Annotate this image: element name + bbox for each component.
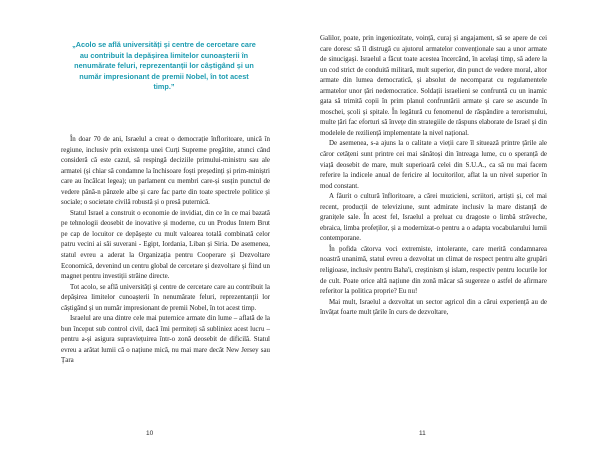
body-paragraph: A făurit o cultură înfloritoare, a cărei muzicieni, scriitori, artiști și, cel mai recent, producții de televiziune, sunt admirate inclusiv la mare distanță de granițele sale. În acest fel, Israelul a preluat cu dragoste o limbă străveche, ebraica, limba profeților, și a modernizat-o pentru a o adapta vocabularului lumii contemporane. [320, 192, 547, 243]
body-paragraph: Mai mult, Israelul a dezvoltat un sector agricol din a cărui experiență au de învățat foarte mult țările în curs de dezvoltare, [320, 297, 547, 317]
body-paragraph: Galilor, poate, prin ingeniozitate, voință, curaj și angajament, să se apere de cei care doresc să îl distrugă cu ajutorul armatelor convenționale sau a unor armate de sinucigași. Israelul a făcut toate acestea încercând, în același timp, să adere la un cod strict de conduită militară, mult superior, din punct de vedere moral, altor armate din lumea democratică, și absolut de necomparat cu regulamentele armatelor unor țări nedemocratice. Soldații israelieni se confruntă cu un inamic gata să trimită copii în prim planul confruntării armate și care se ascunde în moschei, școli și spitale. În legătură cu fenomenul de răspândire a terorismului, multe țări fac eforturi să învețe din strategiile de răspuns elaborate de Israel și din modelele de reziliență implementate la nivel național. [320, 34, 547, 137]
body-paragraph: Israelul are una dintre cele mai puternice armate din lume – aflată de la bun început sub control civil, dacă îmi permiteți să subliniez acest lucru – pentru a-și asigura supraviețuirea într-o zonă deosebit de dificilă. Statul evreu a arătat lumii că o națiune mică, nu mai mare decât New Jersey sau Țara [61, 314, 270, 365]
body-paragraph: De asemenea, s-a ajuns la o calitate a vieții care îl situează printre țările ale căror cetățeni sunt printre cei mai sănătoși din întreaga lume, cu o speranță de viață deosebit de mare, mult superioară celei din S.U.A., ca să nu mai facem referire la indicele anual de fericire al locuitorilor, aflat la un nivel superior în mod constant. [320, 139, 547, 190]
body-paragraph: În doar 70 de ani, Israelul a creat o democrație înfloritoare, unică în regiune, inclusiv prin existența unei Curți Supreme pregătite, atunci când consideră că este cazul, să respingă deciziile primului-ministru sau ale armatei (și chiar să condamne la închisoare foști președinți și prim-miniștri care au încălcat legea); un parlament cu membri care-și susțin punctul de vedere până-n pânzele albe și care fac parte din toate spectrele politice și sociale; o societate civilă robustă și o presă puternică. [61, 135, 270, 207]
left-page-body [61, 134, 270, 366]
right-page-body [320, 33, 547, 318]
body-paragraph: Statul Israel a construit o economie de invidiat, din ce în ce mai bazată pe tehnologii deosebit de inovative și moderne, cu un Produs Intern Brut pe cap de locuitor ce depășește cu mult valoarea totală combinată celor patru vecini ai săi suverani - Egipt, Iordania, Liban și Siria. De asemenea, statul evreu a aderat la Organizația pentru Cooperare și Dezvoltare Economică, devenind un centru global de cercetare și dezvoltare și fiind un magnet pentru investiții străine directe. [61, 208, 270, 281]
body-paragraph: În pofida câtorva voci extremiste, intolerante, care merită condamnarea noastră unanimă, statul evreu a dezvoltat un climat de respect pentru alte grupări religioase, inclusiv pentru Baha'i, creștinism și islam, respectiv pentru locurile lor de cult. Poate orice altă națiune din zonă măcar să sugereze o astfel de afirmare referitor la politica proprie? Eu nu! [320, 244, 547, 296]
page-number: 11 [419, 430, 426, 437]
pull-quote: „Acolo se află universități și centre de cercetare care au contribuit la depășirea limitelor cunoașterii în nenumărate feluri, reprezentanții lor câștigând și un număr impresionant de premii Nobel, în tot acest timp.” [72, 40, 256, 92]
right-page [300, 0, 600, 463]
body-paragraph: Tot acolo, se află universități și centre de cercetare care au contribuit la depășirea limitelor cunoașterii în nenumărate feluri, reprezentanții lor câștigând și un număr impresionant de premii Nobel, în tot acest timp. [61, 282, 270, 312]
page-number: 10 [146, 430, 154, 437]
